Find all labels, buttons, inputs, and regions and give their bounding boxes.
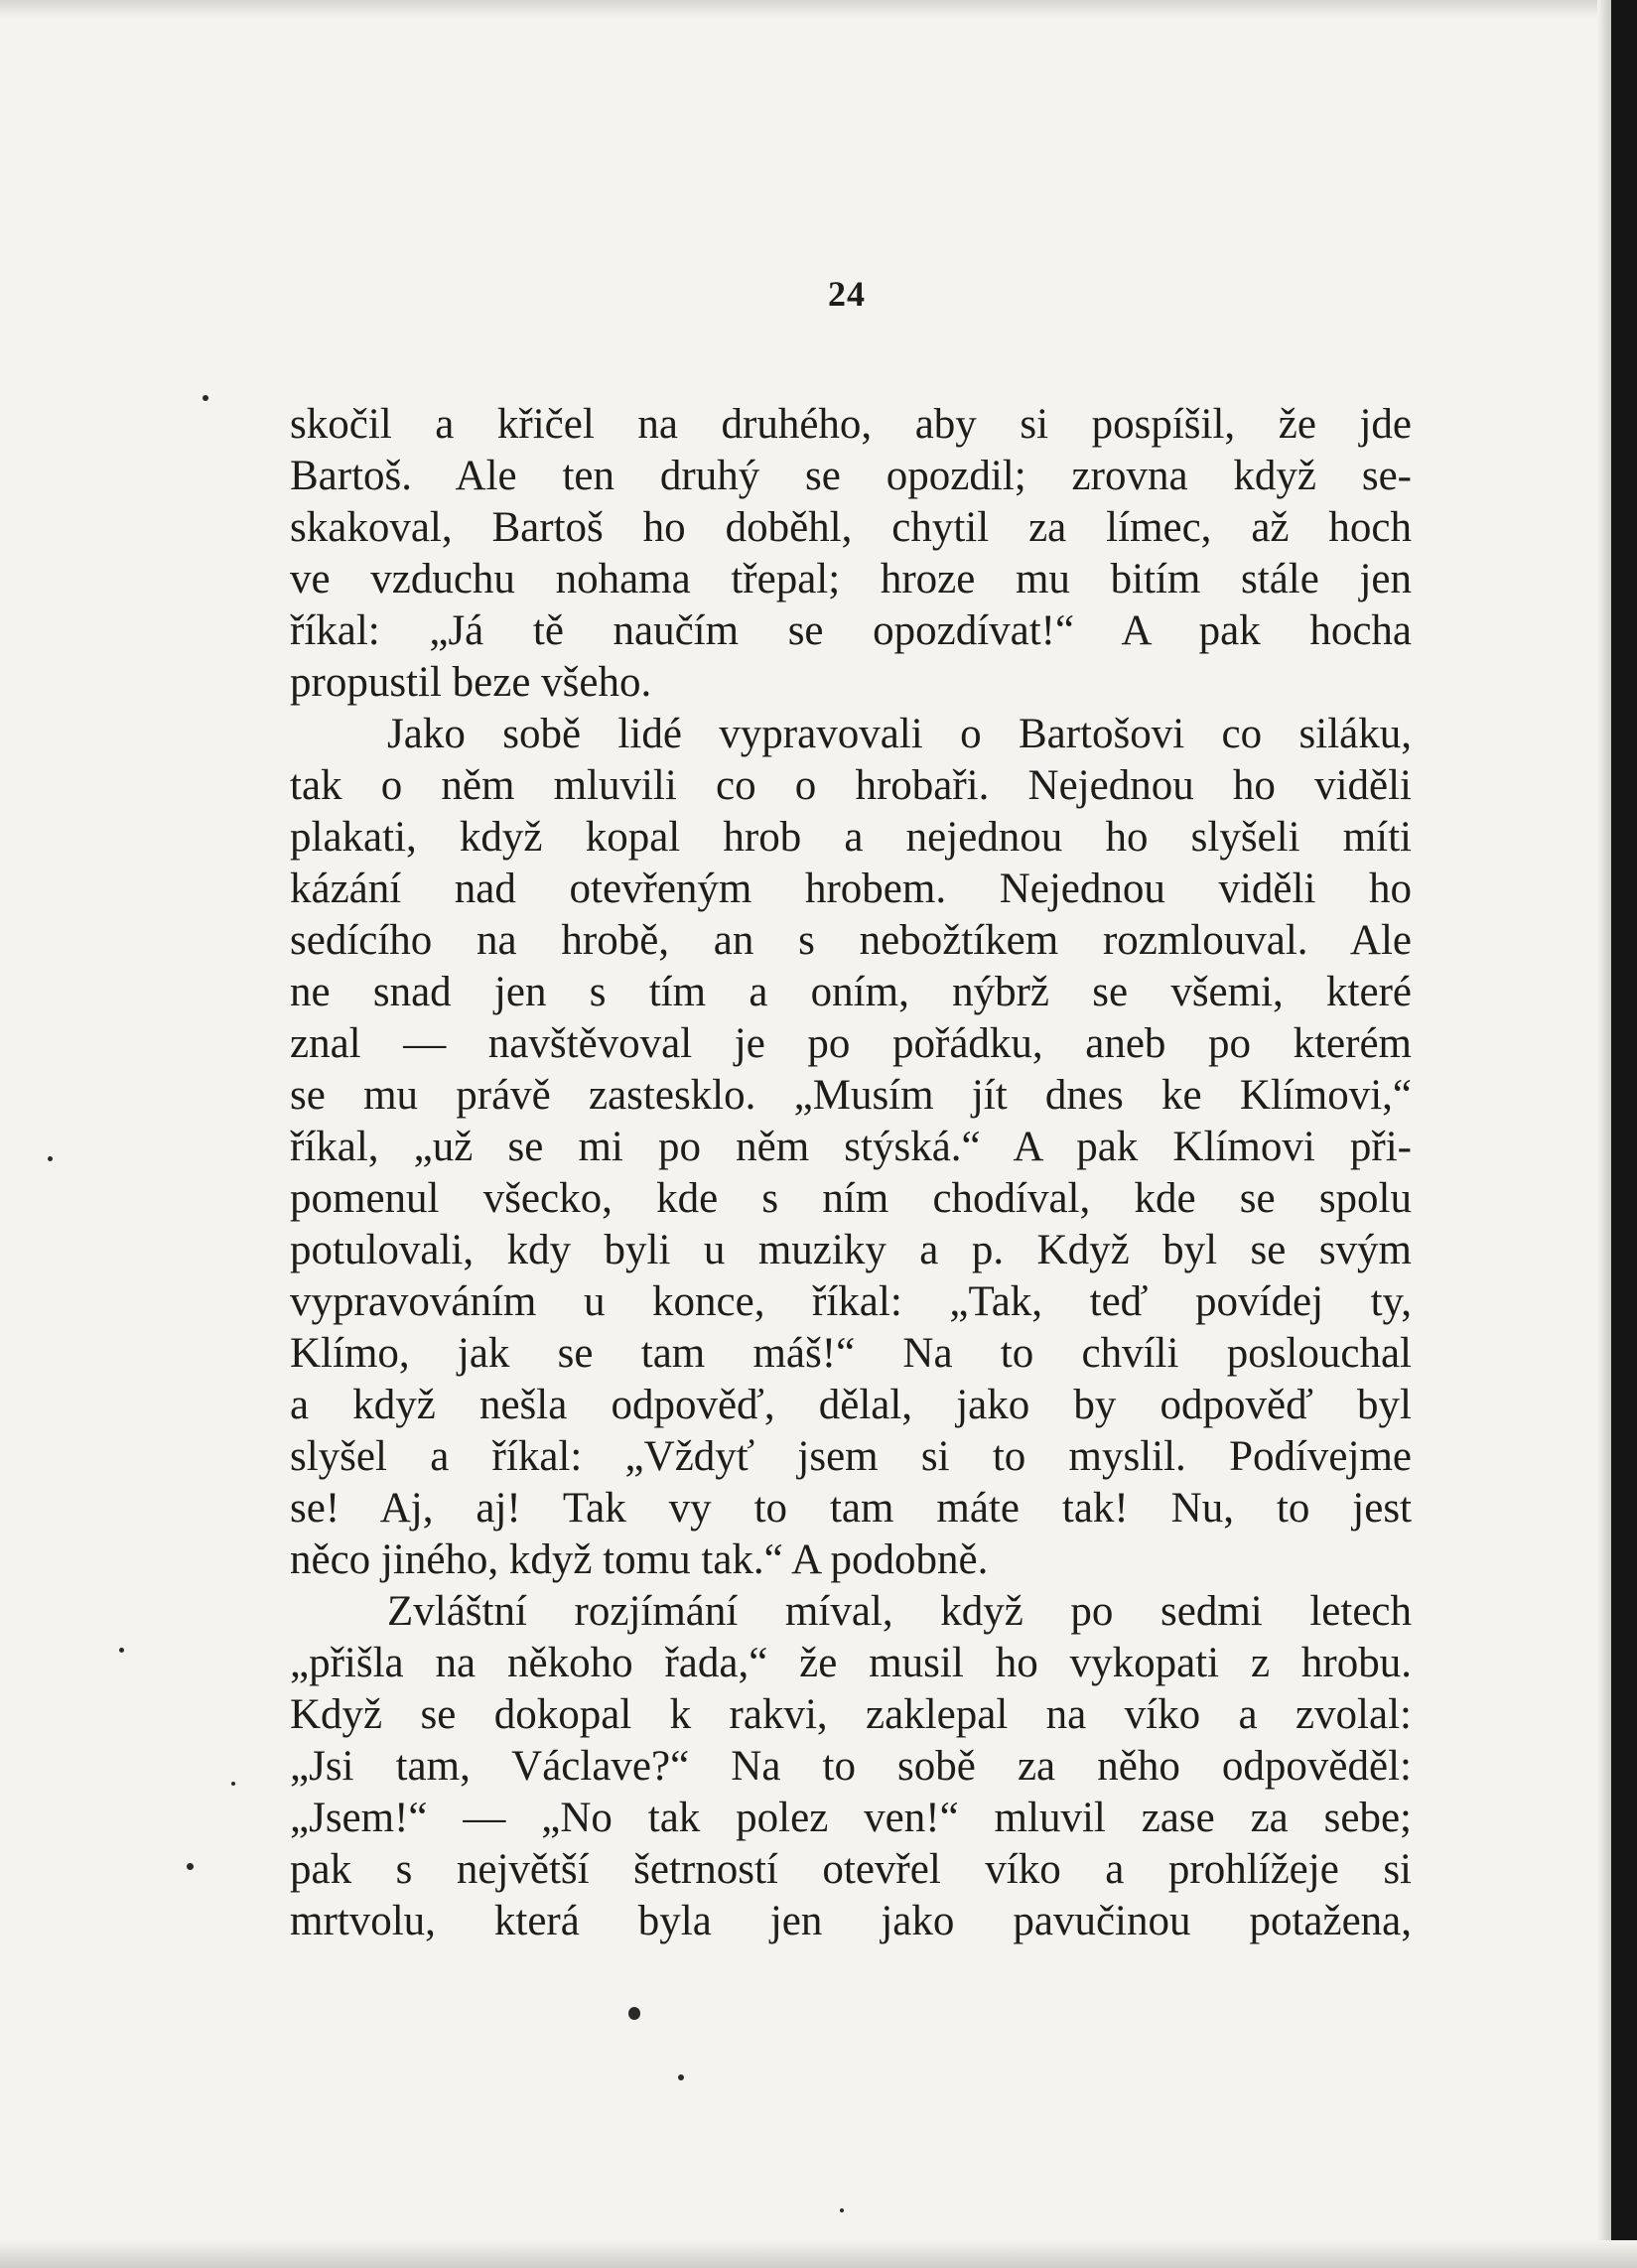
scan-speck [231, 1782, 235, 1786]
text-line: říkal, „už se mi po něm stýská.“ A pak Klímovi při- [290, 1124, 1412, 1170]
scan-speck [628, 2007, 640, 2020]
text-line: ve vzduchu nohama třepal; hroze mu bitím stále jen [290, 556, 1412, 602]
text-line: a když nešla odpověď, dělal, jako by odpověď byl [290, 1382, 1412, 1428]
scan-speck [48, 1156, 53, 1161]
text-line: vypravováním u konce, říkal: „Tak, teď povídej ty, [290, 1278, 1412, 1325]
text-line: sedícího na hrobě, an s nebožtíkem rozmlouval. Ale [290, 917, 1412, 964]
text-line: Zvláštní rozjímání míval, když po sedmi letech [387, 1588, 1412, 1635]
scan-speck [119, 1648, 124, 1653]
page-number: 24 [828, 274, 866, 314]
text-line: něco jiného, když tomu tak.“ A podobně. [290, 1536, 989, 1583]
text-line: skakoval, Bartoš ho doběhl, chytil za límec, až hoch [290, 504, 1412, 551]
body-text [290, 399, 1412, 1947]
text-line: Klímo, jak se tam máš!“ Na to chvíli poslouchal [290, 1330, 1412, 1377]
text-line: Bartoš. Ale ten druhý se opozdil; zrovna když se- [290, 453, 1412, 499]
scan-speck [678, 2074, 684, 2080]
text-line: Když se dokopal k rakvi, zaklepal na víko a zvolal: [290, 1691, 1412, 1738]
text-line: říkal: „Já tě naučím se opozdívat!“ A pak hocha [290, 607, 1412, 654]
scan-speck [203, 395, 208, 401]
text-line: znal — navštěvoval je po pořádku, aneb po kterém [290, 1020, 1412, 1067]
scan-speck [840, 2208, 844, 2212]
text-line: ne snad jen s tím a oním, nýbrž se všemi, které [290, 969, 1412, 1015]
text-line: „Jsi tam, Václave?“ Na to sobě za něho odpověděl: [290, 1743, 1412, 1790]
scan-shadow-right [1597, 0, 1611, 2268]
scan-edge-bottom [0, 2240, 1637, 2268]
text-line: mrtvolu, která byla jen jako pavučinou potažena, [290, 1898, 1412, 1944]
text-line: potulovali, kdy byli u muziky a p. Když byl se svým [290, 1227, 1412, 1273]
text-line: pak s největší šetrností otevřel víko a prohlížeje si [290, 1846, 1412, 1893]
scan-edge-top [0, 0, 1637, 18]
scan-edge-right [1611, 0, 1637, 2268]
text-line: plakati, když kopal hrob a nejednou ho slyšeli míti [290, 814, 1412, 861]
text-line: se! Aj, aj! Tak vy to tam máte tak! Nu, to jest [290, 1485, 1412, 1532]
text-line: „přišla na někoho řada,“ že musil ho vykopati z hrobu. [290, 1640, 1412, 1686]
text-line: „Jsem!“ — „No tak polez ven!“ mluvil zase za sebe; [290, 1795, 1412, 1841]
text-line: slyšel a říkal: „Vždyť jsem si to myslil. Podívejme [290, 1433, 1412, 1480]
text-line: Jako sobě lidé vypravovali o Bartošovi co siláku, [387, 711, 1412, 757]
text-line: kázání nad otevřeným hrobem. Nejednou viděli ho [290, 866, 1412, 912]
scan-speck [187, 1863, 194, 1870]
text-line: tak o něm mluvili co o hrobaři. Nejednou ho viděli [290, 762, 1412, 809]
text-line: skočil a křičel na druhého, aby si pospíšil, že jde [290, 401, 1412, 448]
text-line: se mu právě zastesklo. „Musím jít dnes ke Klímovi,“ [290, 1072, 1412, 1119]
text-line: pomenul všecko, kde s ním chodíval, kde se spolu [290, 1175, 1412, 1222]
text-line: propustil beze všeho. [290, 659, 652, 706]
